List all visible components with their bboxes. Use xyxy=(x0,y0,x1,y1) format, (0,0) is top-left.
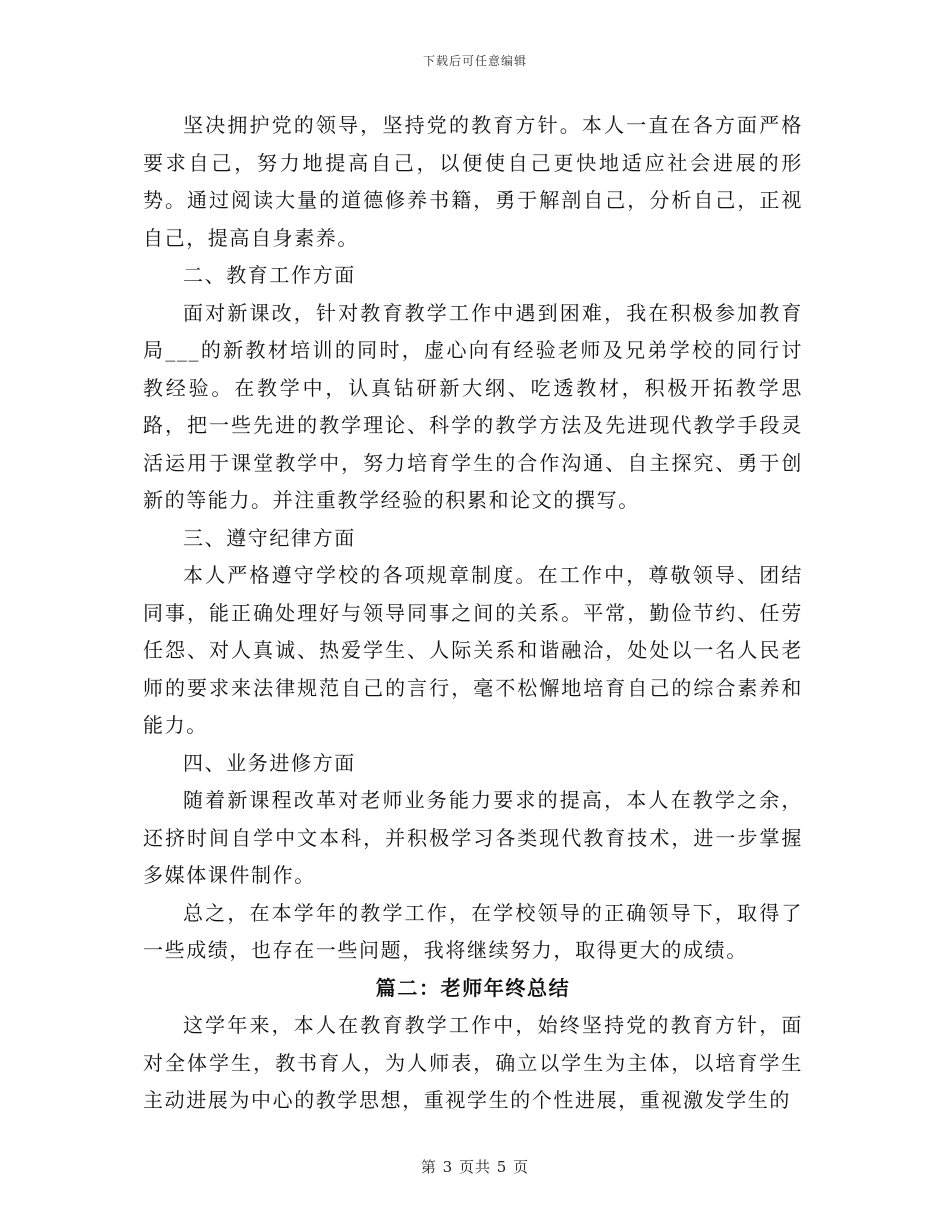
chapter-title: 篇二：老师年终总结 xyxy=(375,975,571,1000)
document-body xyxy=(143,107,803,1120)
section-heading-professional-study: 四、业务进修方面 xyxy=(183,750,356,775)
section-heading-discipline: 三、遵守纪律方面 xyxy=(183,525,356,550)
paragraph-4: 随着新课程改革对老师业务能力要求的提高，本人在教学之余，还挤时间自学中文本科，并积极学习各类现代教育技术，进一步掌握多媒体课件制作。 xyxy=(143,788,803,887)
page-footer: 第 3 页共 5 页 xyxy=(420,1158,530,1176)
paragraph-3: 本人严格遵守学校的各项规章制度。在工作中，尊敬领导、团结同事，能正确处理好与领导同事之间的关系。平常，勤俭节约、任劳任怨、对人真诚、热爱学生、人际关系和谐融洽，处处以一名人民老师的要求来法律规范自己的言行，毫不松懈地培育自己的综合素养和能力。 xyxy=(143,563,803,737)
paragraph-1: 坚决拥护党的领导，坚持党的教育方针。本人一直在各方面严格要求自己，努力地提高自己，以便使自己更快地适应社会进展的形势。通过阅读大量的道德修养书籍，勇于解剖自己，分析自己，正视自己，提高自身素养。 xyxy=(143,113,803,250)
paragraph-5: 总之，在本学年的教学工作，在学校领导的正确领导下，取得了一些成绩，也存在一些问题，我将继续努力，取得更大的成绩。 xyxy=(143,900,803,962)
paragraph-6: 这学年来，本人在教育教学工作中，始终坚持党的教育方针，面对全体学生，教书育人，为人师表，确立以学生为主体，以培育学生主动进展为中心的教学思想，重视学生的个性进展，重视激发学生的 xyxy=(143,1013,803,1112)
paragraph-2: 面对新课改，针对教育教学工作中遇到困难，我在积极参加教育局___的新教材培训的同时，虚心向有经验老师及兄弟学校的同行讨教经验。在教学中，认真钻研新大纲、吃透教材，积极开拓教学思路，把一些先进的教学理论、科学的教学方法及先进现代教学手段灵活运用于课堂教学中，努力培育学生的合作沟通、自主探究、勇于创新的等能力。并注重教学经验的积累和论文的撰写。 xyxy=(143,300,803,512)
page-header: 下载后可任意编辑 xyxy=(422,54,527,68)
section-heading-education-work: 二、教育工作方面 xyxy=(183,263,356,287)
